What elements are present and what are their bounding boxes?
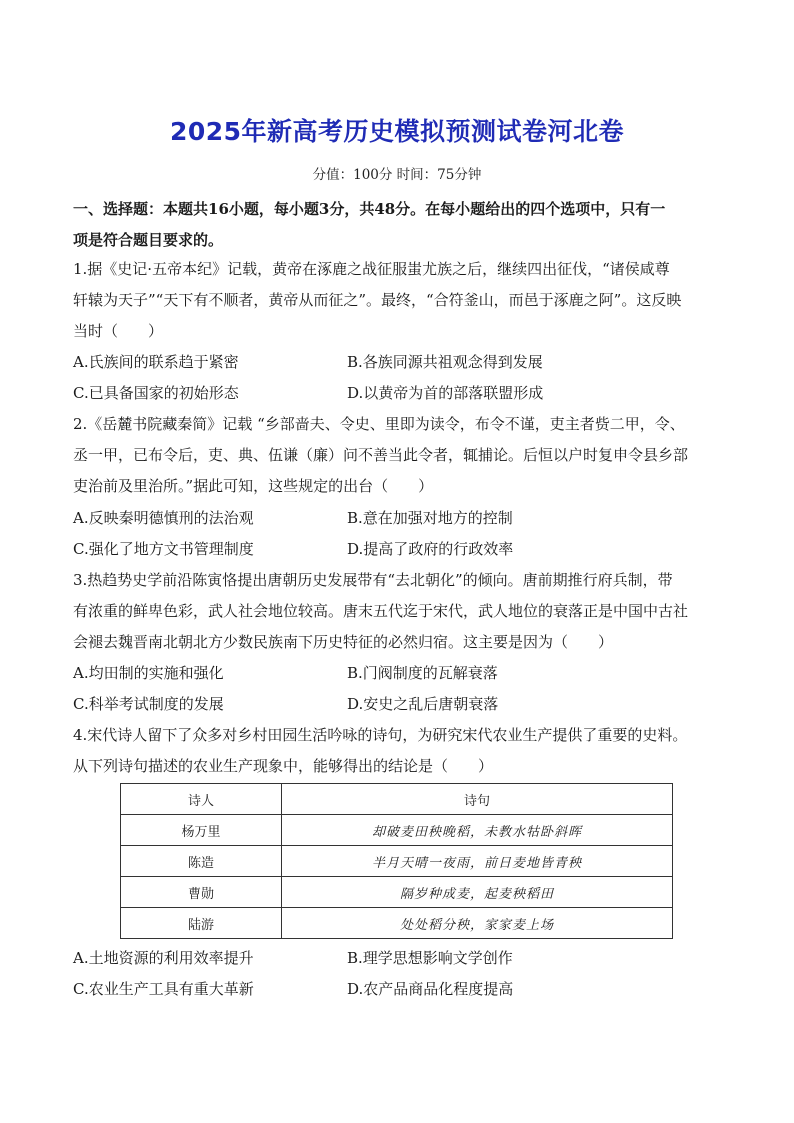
question-3-option-c[interactable]: C.科举考试制度的发展 xyxy=(73,695,224,713)
question-4-option-c[interactable]: C.农业生产工具有重大革新 xyxy=(73,980,254,998)
poet-cell: 曹勋 xyxy=(121,877,282,908)
question-4-option-b[interactable]: B.理学思想影响文学创作 xyxy=(347,949,513,967)
table-header-verse: 诗句 xyxy=(282,784,673,815)
verse-cell: 却破麦田秧晚稻，未教水牯卧斜晖 xyxy=(282,815,673,846)
poem-table xyxy=(120,783,673,939)
section-heading-line-1: 一、选择题：本题共16小题，每小题3分，共48分。在每小题给出的四个选项中，只有一 xyxy=(73,200,666,218)
question-2-option-a[interactable]: A.反映秦明德慎刑的法治观 xyxy=(73,509,254,527)
table-row xyxy=(121,815,673,846)
page-title: 2025年新高考历史模拟预测试卷河北卷 xyxy=(169,117,625,146)
table-row xyxy=(121,908,673,939)
question-4-option-d[interactable]: D.农产品商品化程度提高 xyxy=(347,980,514,998)
question-1-line-2: 轩辕为天子”“天下有不顺者，黄帝从而征之”。最终，“合符釜山，而邑于涿鹿之阿”。这反映 xyxy=(73,291,682,309)
question-1-option-c[interactable]: C.已具备国家的初始形态 xyxy=(73,384,239,402)
question-1-line-1: 1.据《史记·五帝本纪》记载，黄帝在涿鹿之战征服蚩尤族之后，继续四出征伐，“诸侯咸尊 xyxy=(73,260,670,278)
question-3-option-b[interactable]: B.门阀制度的瓦解衰落 xyxy=(347,664,498,682)
question-1-option-d[interactable]: D.以黄帝为首的部落联盟形成 xyxy=(347,384,544,402)
question-2-line-2: 丞一甲，已布令后，吏、典、伍谦（廉）问不善当此令者，辄捕论。后恒以户时复申令县乡部 xyxy=(73,446,689,464)
table-header-row xyxy=(121,784,673,815)
exam-meta: 分值：100分 时间：75分钟 xyxy=(312,167,482,183)
question-3-option-a[interactable]: A.均田制的实施和强化 xyxy=(73,664,224,682)
verse-cell: 隔岁种成麦，起麦秧稻田 xyxy=(282,877,673,908)
question-3-line-1: 3.热趋势史学前沿陈寅恪提出唐朝历史发展带有“去北朝化”的倾向。唐前期推行府兵制，带 xyxy=(73,571,673,589)
question-1-option-b[interactable]: B.各族同源共祖观念得到发展 xyxy=(347,353,543,371)
question-4-line-2: 从下列诗句描述的农业生产现象中，能够得出的结论是（ ） xyxy=(73,757,494,775)
question-3-line-2: 有浓重的鲜卑色彩，武人社会地位较高。唐末五代迄于宋代，武人地位的衰落正是中国中古社 xyxy=(73,602,689,620)
poet-cell: 陈造 xyxy=(121,846,282,877)
table-row xyxy=(121,877,673,908)
question-3-option-d[interactable]: D.安史之乱后唐朝衰落 xyxy=(347,695,499,713)
question-2-option-b[interactable]: B.意在加强对地方的控制 xyxy=(347,509,513,527)
section-heading-line-2: 项是符合题目要求的。 xyxy=(73,231,224,249)
table-header-poet: 诗人 xyxy=(121,784,282,815)
question-2-option-d[interactable]: D.提高了政府的行政效率 xyxy=(347,540,514,558)
verse-cell: 处处稻分秧，家家麦上场 xyxy=(282,908,673,939)
question-4-option-a[interactable]: A.土地资源的利用效率提升 xyxy=(73,949,254,967)
poet-cell: 杨万里 xyxy=(121,815,282,846)
table-row xyxy=(121,846,673,877)
verse-cell: 半月天晴一夜雨，前日麦地皆青秧 xyxy=(282,846,673,877)
question-1-option-a[interactable]: A.氏族间的联系趋于紧密 xyxy=(73,353,239,371)
question-1-line-3: 当时（ ） xyxy=(73,322,164,340)
poet-cell: 陆游 xyxy=(121,908,282,939)
question-3-line-3: 会褪去魏晋南北朝北方少数民族南下历史特征的必然归宿。这主要是因为（ ） xyxy=(73,633,614,651)
question-2-line-3: 吏治前及里治所。”据此可知，这些规定的出台（ ） xyxy=(73,477,434,495)
question-2-option-c[interactable]: C.强化了地方文书管理制度 xyxy=(73,540,254,558)
question-2-line-1: 2.《岳麓书院藏秦简》记载 “乡部啬夫、令史、里即为读令，布令不谨，吏主者赀二甲，令、 xyxy=(73,415,685,433)
question-4-line-1: 4.宋代诗人留下了众多对乡村田园生活吟咏的诗句，为研究宋代农业生产提供了重要的史料。 xyxy=(73,726,688,744)
